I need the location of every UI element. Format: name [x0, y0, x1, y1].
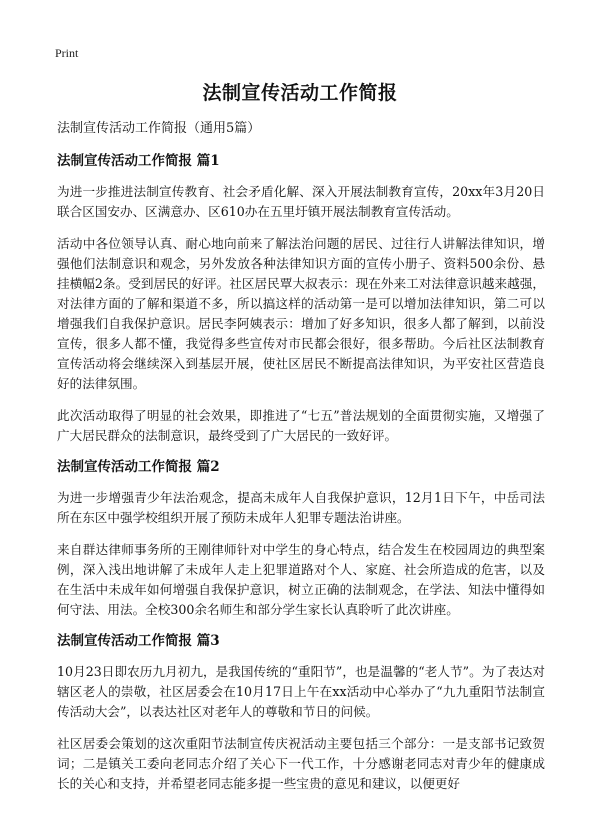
- document-subtitle: 法制宣传活动工作简报（通用5篇）: [57, 121, 261, 136]
- section-2: [57, 458, 545, 620]
- section-3: [57, 632, 545, 794]
- paragraph: 活动中各位领导认真、耐心地向前来了解法治问题的居民、过往行人讲解法律知识，增强他们法制意识和观念，另外发放各种法律知识方面的宣传小册子、资料500余份、悬挂横幅2条。受到居民的好评。社区居民覃大叔表示：现在外来工对法律意识越来越强，对法律方面的了解和渠道不多，所以搞这样的活动第一是可以增加法律知识，第二可以增强我们自我保护意识。居民李阿姨表示：增加了好多知识，很多人都了解到，以前没宣传，很多人都不懂，我觉得多些宣传对市民都会很好，很多帮助。今后社区法制教育宣传活动将会继续深入到基层开展，使社区居民不断提高法律知识，为平安社区营造良好的法律氛围。: [57, 236, 545, 391]
- paragraph: 为进一步推进法制宣传教育、社会矛盾化解、深入开展法制教育宣传，20xx年3月20日联合区国安办、区满意办、区610办在五里圩镇开展法制教育宣传活动。: [57, 184, 545, 219]
- paragraph: 此次活动取得了明显的社会效果，即推进了“七五”普法规划的全面贯彻实施，又增强了广大居民群众的法制意识，最终受到了广大居民的一致好评。: [57, 408, 545, 443]
- section-heading: 法制宣传活动工作简报 篇1: [57, 153, 220, 169]
- paragraph: 社区居委会策划的这次重阳节法制宣传庆祝活动主要包括三个部分：一是支部书记致贺词；二是镇关工委向老同志介绍了关心下一代工作，十分感谢老同志对青少年的健康成长的关心和支持，并希望老同志能多提一些宝贵的意见和建议，以便更好: [57, 736, 545, 791]
- paragraph: 10月23日即农历九月初九，是我国传统的“重阳节”，也是温馨的“老人节”。为了表达对辖区老人的崇敬，社区居委会在10月17日上午在xx活动中心举办了“九九重阳节法制宣传活动大会”，以表达社区对老年人的尊敬和节日的问候。: [57, 664, 545, 719]
- print-link[interactable]: Print: [55, 46, 79, 60]
- section-1: [57, 152, 545, 446]
- paragraph: 为进一步增强青少年法治观念，提高未成年人自我保护意识，12月1日下午，中岳司法所在东区中强学校组织开展了预防未成年人犯罪专题法治讲座。: [57, 490, 545, 525]
- page-title: 法制宣传活动工作简报: [202, 82, 398, 104]
- paragraph: 来自群达律师事务所的王刚律师针对中学生的身心特点，结合发生在校园周边的典型案例，深入浅出地讲解了未成年人走上犯罪道路对个人、家庭、社会所造成的危害，以及在生活中未成年如何增强自我保护意识，树立正确的法制观念，在学法、知法中懂得如何守法、用法。全校300余名师生和部分学生家长认真聆听了此次讲座。: [57, 542, 545, 617]
- document-body: [57, 120, 545, 806]
- section-heading: 法制宣传活动工作简报 篇3: [57, 633, 220, 649]
- section-heading: 法制宣传活动工作简报 篇2: [57, 459, 220, 475]
